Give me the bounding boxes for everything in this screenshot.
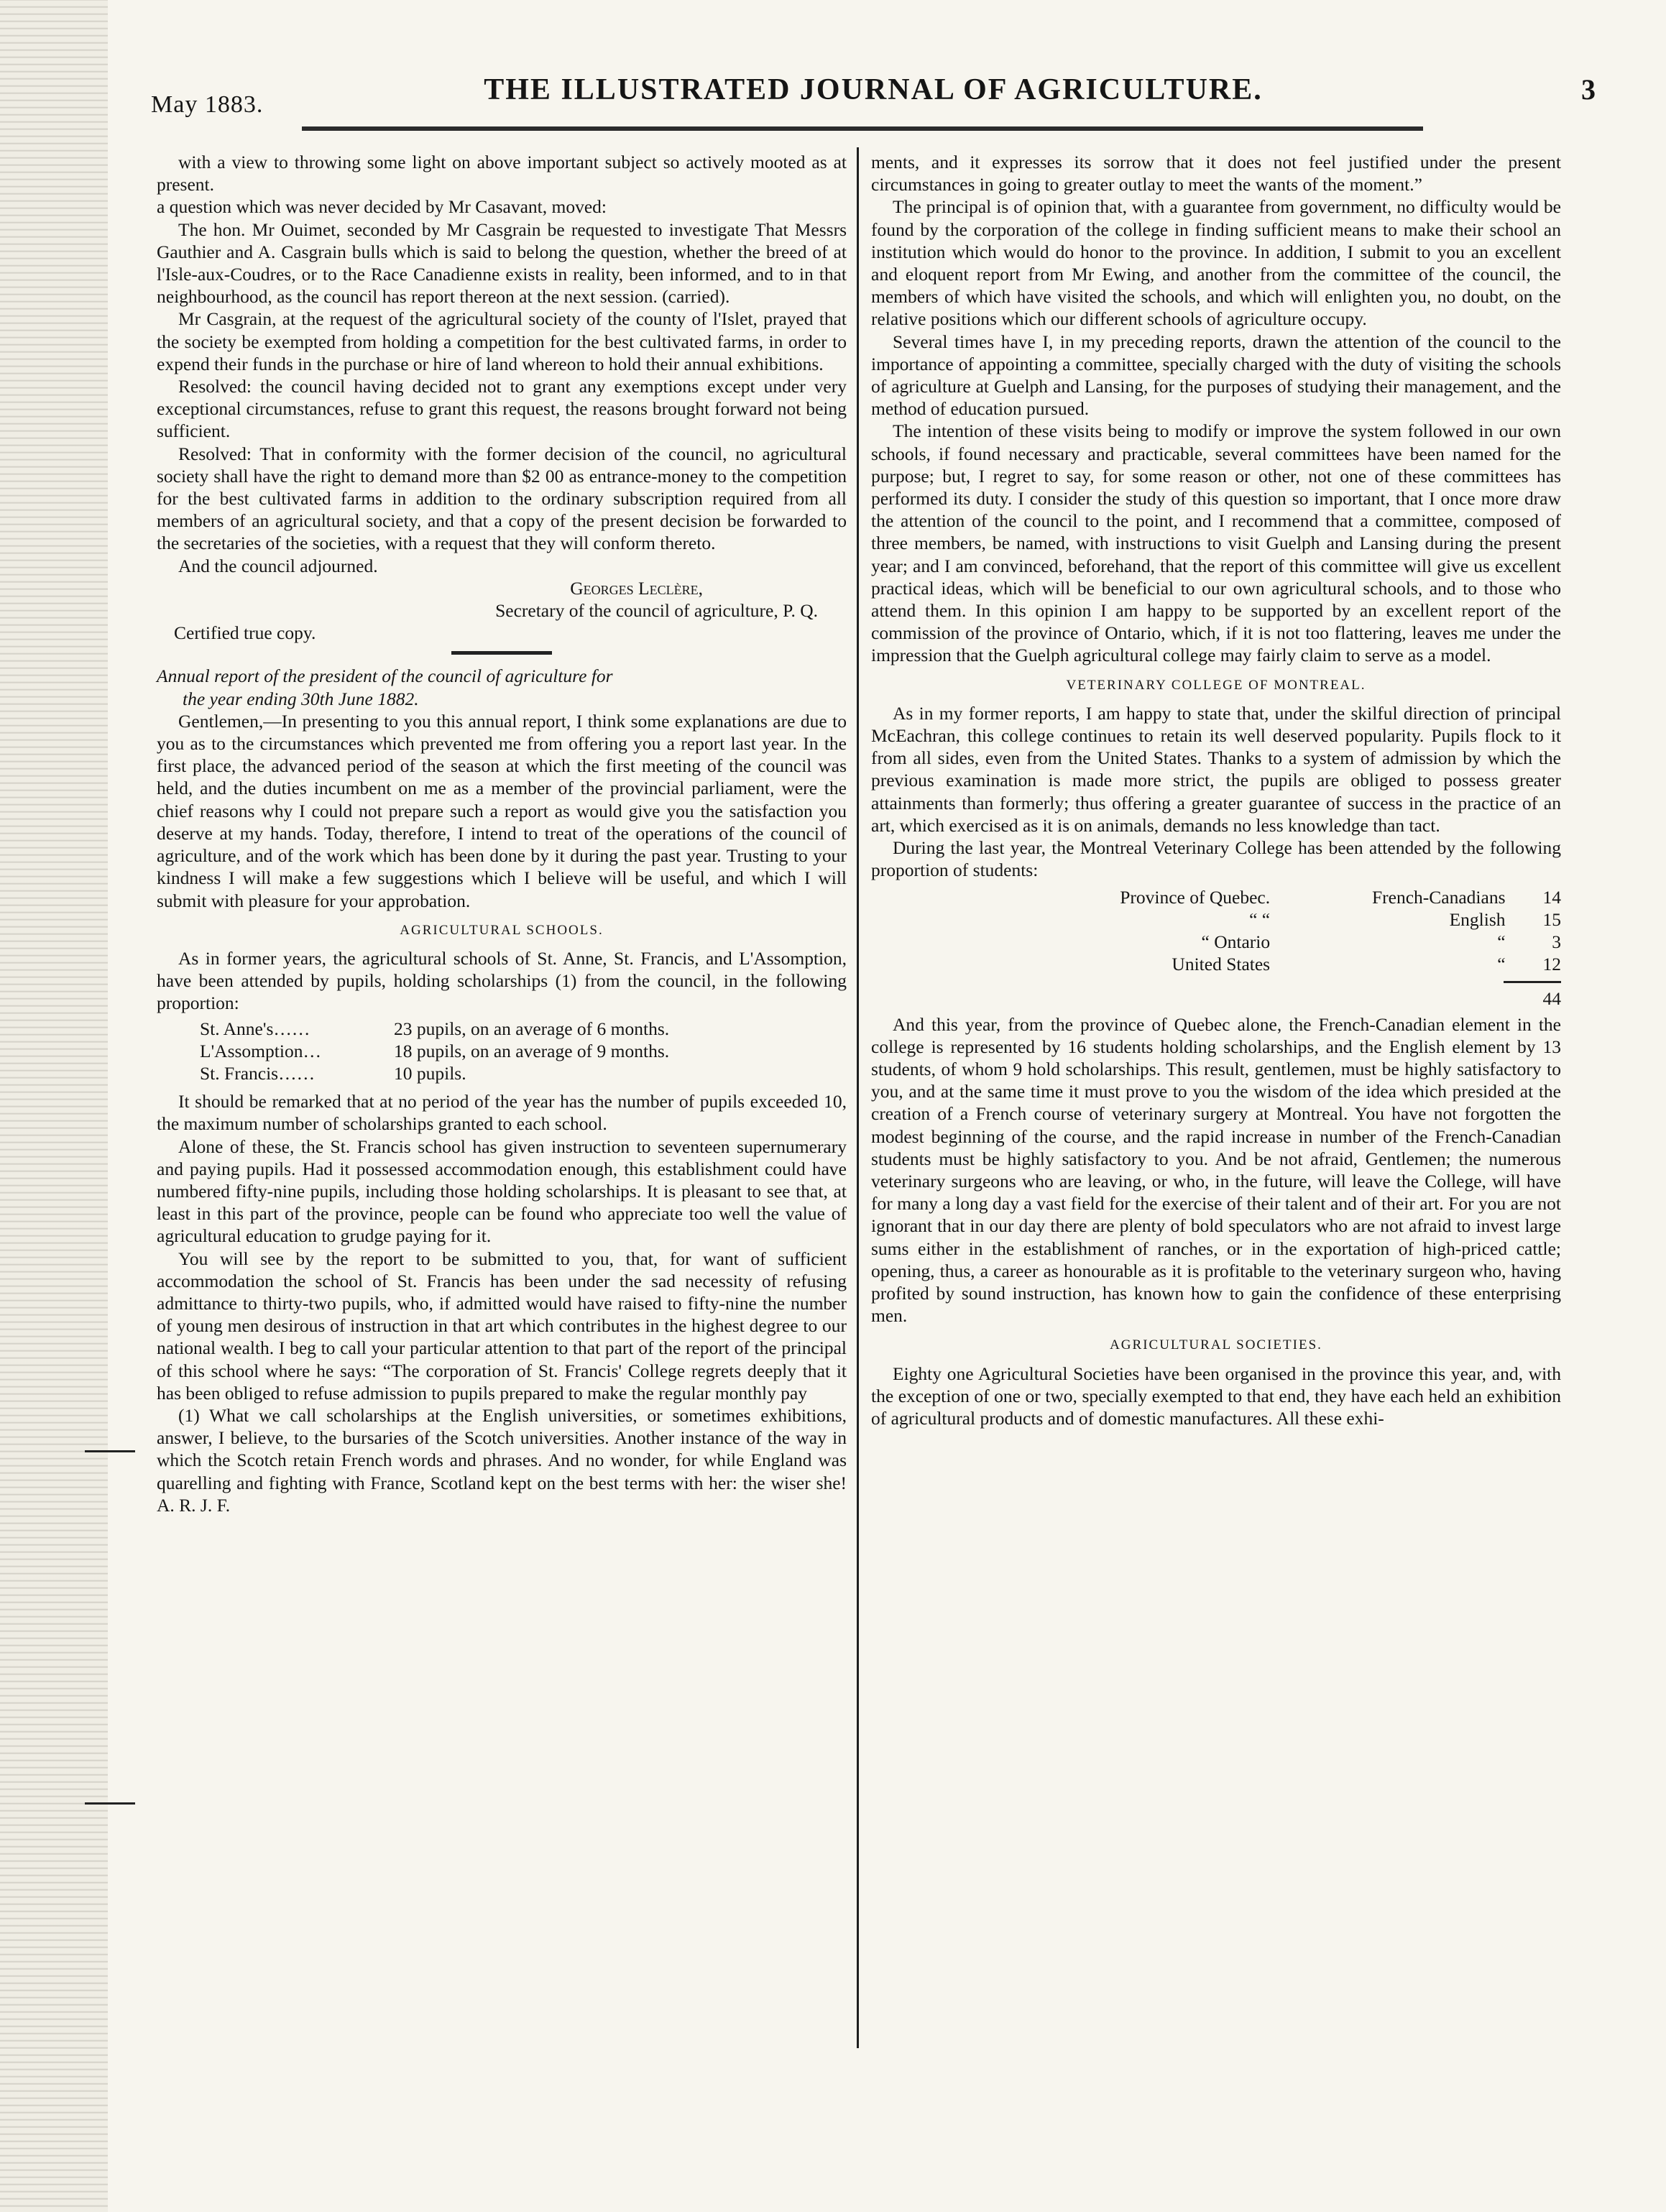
students-table — [871, 886, 1561, 1010]
left-column — [157, 151, 847, 1516]
footnote: (1) What we call scholarships at the English universities, or sometimes exhibitions, answer, I believe, to the bursaries of the Scotch universities. Another instance of the way in which the Scotch retain French words and phrases. And no wonder, for while England was quarelling and fighting with France, Scotland kept on the best terms with her: the wiser she! A. R. J. F. — [157, 1404, 847, 1516]
section-heading-veterinary: VETERINARY COLLEGE OF MONTREAL. — [1066, 677, 1366, 693]
signature-title: Secretary of the council of agriculture, P. Q. — [495, 600, 818, 622]
paragraph: And this year, from the province of Quebec alone, the French-Canadian element in the college is represented by 16 students holding scholarships, and the English element by 13 students, of whom 9 hold scholarships. This result, gentlemen, must be highly satisfactory to you, and at the same time it must prove to you the wisdom of the idea which presided at the creation of a French course of veterinary surgery at Montreal. You have not forgotten the modest beginning of the course, and the rapid increase in number of the French-Canadian students must be highly satisfactory to you. And be not afraid, Gentlemen; the numerous veterinary surgeons who are leaving, or who, in the future, will leave the College, will have for many a long day a vast field for the exercise of their talent and of their art. For you are not ignorant that in our day there are plenty of bold speculators who are not afraid to invest large sums either in the establishment of ranches, or in the exportation of high-priced cattle; opening, thus, a career as honourable as it is profitable to the veterinary surgeon who, having profited by sound instruction, has known how to gain the confidence of these enterprising men. — [871, 1013, 1561, 1327]
page-binding-edge — [0, 0, 108, 2212]
paragraph: The intention of these visits being to modify or improve the system followed in our own schools, if found necessary and practicable, several committees have been named for the purpose; but, I regret to say, for some reason or other, not one of these committees has performed its duty. I consider the study of this question so important, that I once more draw the attention of the council to the point, and I recommend that a committee, composed of three members, be named, with instructions to visit Guelph and Lansing during the present year; and I am convinced, beforehand, that the report of this committee will give us excellent practical ideas, which will be beneficial to our own agricultural schools, and to those who attend them. In this opinion I am happy to be supported by an excellent report of the commission of the province of Ontario, which, if it is not too flattering, leaves me under the impression that the Guelph agricultural college may fairly claim to serve as a model. — [871, 420, 1561, 666]
school-detail: 18 pupils, on an average of 9 months. — [394, 1040, 670, 1061]
table-row — [200, 1062, 847, 1084]
right-column — [871, 151, 1561, 1429]
sum-rule — [1504, 981, 1561, 983]
table-cell: 3 — [1552, 931, 1561, 952]
section-rule — [451, 651, 552, 655]
paragraph: Eighty one Agricultural Societies have been organised in the province this year, and, with the exception of one or two, specially exempted to that end, they have each held an exhibition of agricultural products and of domestic manufactures. All these exhi- — [871, 1363, 1561, 1429]
binding-mark — [85, 1450, 135, 1452]
school-detail: 23 pupils, on an average of 6 months. — [394, 1018, 670, 1039]
table-cell: United States — [1172, 954, 1271, 975]
certified-copy: Certified true copy. — [174, 622, 316, 644]
issue-date: May 1883. — [151, 91, 264, 118]
table-row — [200, 1040, 847, 1062]
report-heading-line: the year ending 30th June 1882. — [183, 688, 419, 709]
table-row — [871, 908, 1561, 931]
students-total: 44 — [1542, 988, 1561, 1010]
binding-mark — [85, 1802, 135, 1805]
table-cell: English — [1449, 908, 1506, 930]
signature-name: Georges Leclère, — [570, 577, 703, 599]
table-row — [200, 1018, 847, 1040]
page-number: 3 — [1581, 73, 1596, 106]
table-row — [871, 931, 1561, 953]
paragraph: You will see by the report to be submitted to you, that, for want of sufficient accommodation the school of St. Francis has been under the sad necessity of refusing admittance to thirty-two pupils, who, if admitted would have raised to fifty-nine the number of young men desirous of instruction in that art which contributes in the highest degree to our national wealth. I beg to call your particular attention to that part of the report of the principal of this school where he says: “The corporation of St. Francis' College regrets deeply that it has been obliged to refuse admission to pupils prepared to make the regular monthly pay — [157, 1248, 847, 1404]
table-cell: “ — [1497, 931, 1506, 952]
journal-title: THE ILLUSTRATED JOURNAL OF AGRICULTURE. — [484, 73, 1263, 106]
section-heading-schools: AGRICULTURAL SCHOOLS. — [400, 922, 604, 938]
table-cell: 14 — [1542, 886, 1561, 908]
paragraph: with a view to throwing some light on above important subject so actively mooted as at present. — [157, 152, 847, 195]
paragraph: Mr Casgrain, at the request of the agricultural society of the county of l'Islet, prayed that the society be exempted from holding a competition for the best cultivated farms, in order to expend their funds in the purchase or hire of land whereon to hold their annual exhibitions. — [157, 308, 847, 374]
table-cell: Province of Quebec. — [1120, 886, 1271, 908]
paragraph: As in my former reports, I am happy to state that, under the skilful direction of principal McEachran, this college continues to retain its well deserved popularity. Pupils flock to it from all sides, even from the United States. Thanks to a system of admission by which the previous examination is made more strict, the pupils are obliged to possess greater attainments than formerly; thus offering a greater guarantee of success in the practice of an art, which exercised as it is on animals, demands no less knowledge than tact. — [871, 702, 1561, 836]
table-cell: 15 — [1542, 908, 1561, 930]
report-heading — [157, 665, 847, 709]
section-heading-societies: AGRICULTURAL SOCIETIES. — [1110, 1337, 1322, 1353]
header-rule — [302, 126, 1423, 131]
school-name: L'Assomption… — [200, 1040, 321, 1061]
table-cell: “ Ontario — [1201, 931, 1271, 952]
paragraph: The principal is of opinion that, with a guarantee from government, no difficulty would be found by the corporation of the college in finding sufficient means to make their school an institution which would do honor to the province. In addition, I submit to you an excellent and eloquent report from Mr Ewing, and another from the committee of the council, the members of which have visited the schools, and which will enlighten you, no doubt, on the relative positions which our different schools of agriculture occupy. — [871, 196, 1561, 330]
table-cell: “ — [1497, 954, 1506, 975]
table-row — [871, 886, 1561, 908]
table-cell: “ “ — [1249, 908, 1271, 930]
paragraph: Resolved: That in conformity with the former decision of the council, no agricultural society shall have the right to demand more than $2 00 as entrance-money to the competition for the best cultivated farms in addition to the ordinary subscription required from all members of an agricultural society, and that a copy of the present decision be forwarded to the secretaries of the societies, with a request that they will conform thereto. — [157, 443, 847, 554]
page-header — [144, 68, 1603, 133]
paragraph: Alone of these, the St. Francis school has given instruction to seventeen supernumerary and paying pupils. Had it possessed accommodation enough, this establishment could have numbered fifty-nine pupils, including those holding scholarships. It is pleasant to see that, at least in this part of the province, people can be found who appreciate too well the value of agricultural education to grudge paying for it. — [157, 1135, 847, 1247]
table-cell: French-Canadians — [1371, 886, 1506, 908]
paragraph: Several times have I, in my preceding reports, drawn the attention of the council to the importance of appointing a committee, specially charged with the duty of visiting the schools of agriculture at Guelph and Lansing, for the purposes of studying their management, and the method of education pursued. — [871, 331, 1561, 420]
schools-table — [200, 1018, 847, 1085]
report-heading-line: Annual report of the president of the council of agriculture for — [157, 665, 613, 687]
school-detail: 10 pupils. — [394, 1062, 466, 1084]
paragraph: a question which was never decided by Mr Casavant, moved: — [157, 196, 607, 218]
paragraph: Gentlemen,—In presenting to you this annual report, I think some explanations are due to you as to the circumstances which prevented me from offering you a report last year. In the first place, the advanced period of the season at which the first meeting of the council was held, and the duties incumbent on me as a member of the provincial parliament, were the chief reasons why I could not prepare such a report as would give you the satisfaction you deserve at my hands. Today, therefore, I intend to treat of the operations of the council of agriculture, and of the work which has been done by it during the past year. Trusting to your kindness I will make a few suggestions which I believe will be useful, and which I will submit with pleasure for your approbation. — [157, 710, 847, 911]
school-name: St. Anne's…… — [200, 1018, 310, 1039]
paragraph: ments, and it expresses its sorrow that it does not feel justified under the present circumstances in going to greater outlay to meet the wants of the moment.” — [871, 152, 1561, 195]
table-cell: 12 — [1542, 954, 1561, 975]
paragraph: The hon. Mr Ouimet, seconded by Mr Casgrain be requested to investigate That Messrs Gauthier and A. Casgrain bulls which is said to belong the question, whether the breed of at l'Isle-aux-Coudres, or to the Race Canadienne exists in reality, been informed, and to in that neighbourhood, as the council has report thereon at the next session. (carried). — [157, 218, 847, 308]
table-row — [871, 953, 1561, 975]
column-divider — [857, 147, 859, 2048]
paragraph: As in former years, the agricultural schools of St. Anne, St. Francis, and L'Assomption, have been attended by pupils, holding scholarships (1) from the council, in the following proportion: — [157, 947, 847, 1014]
school-name: St. Francis…… — [200, 1062, 316, 1084]
paragraph: It should be remarked that at no period of the year has the number of pupils exceeded 10, the maximum number of scholarships granted to each school. — [157, 1091, 847, 1135]
paragraph: And the council adjourned. — [178, 555, 378, 576]
paragraph: During the last year, the Montreal Veterinary College has been attended by the following proportion of students: — [871, 837, 1561, 881]
paragraph: Resolved: the council having decided not to grant any exemptions except under very exceptional circumstances, refuse to grant this request, the reasons brought forward not being sufficient. — [157, 376, 847, 442]
